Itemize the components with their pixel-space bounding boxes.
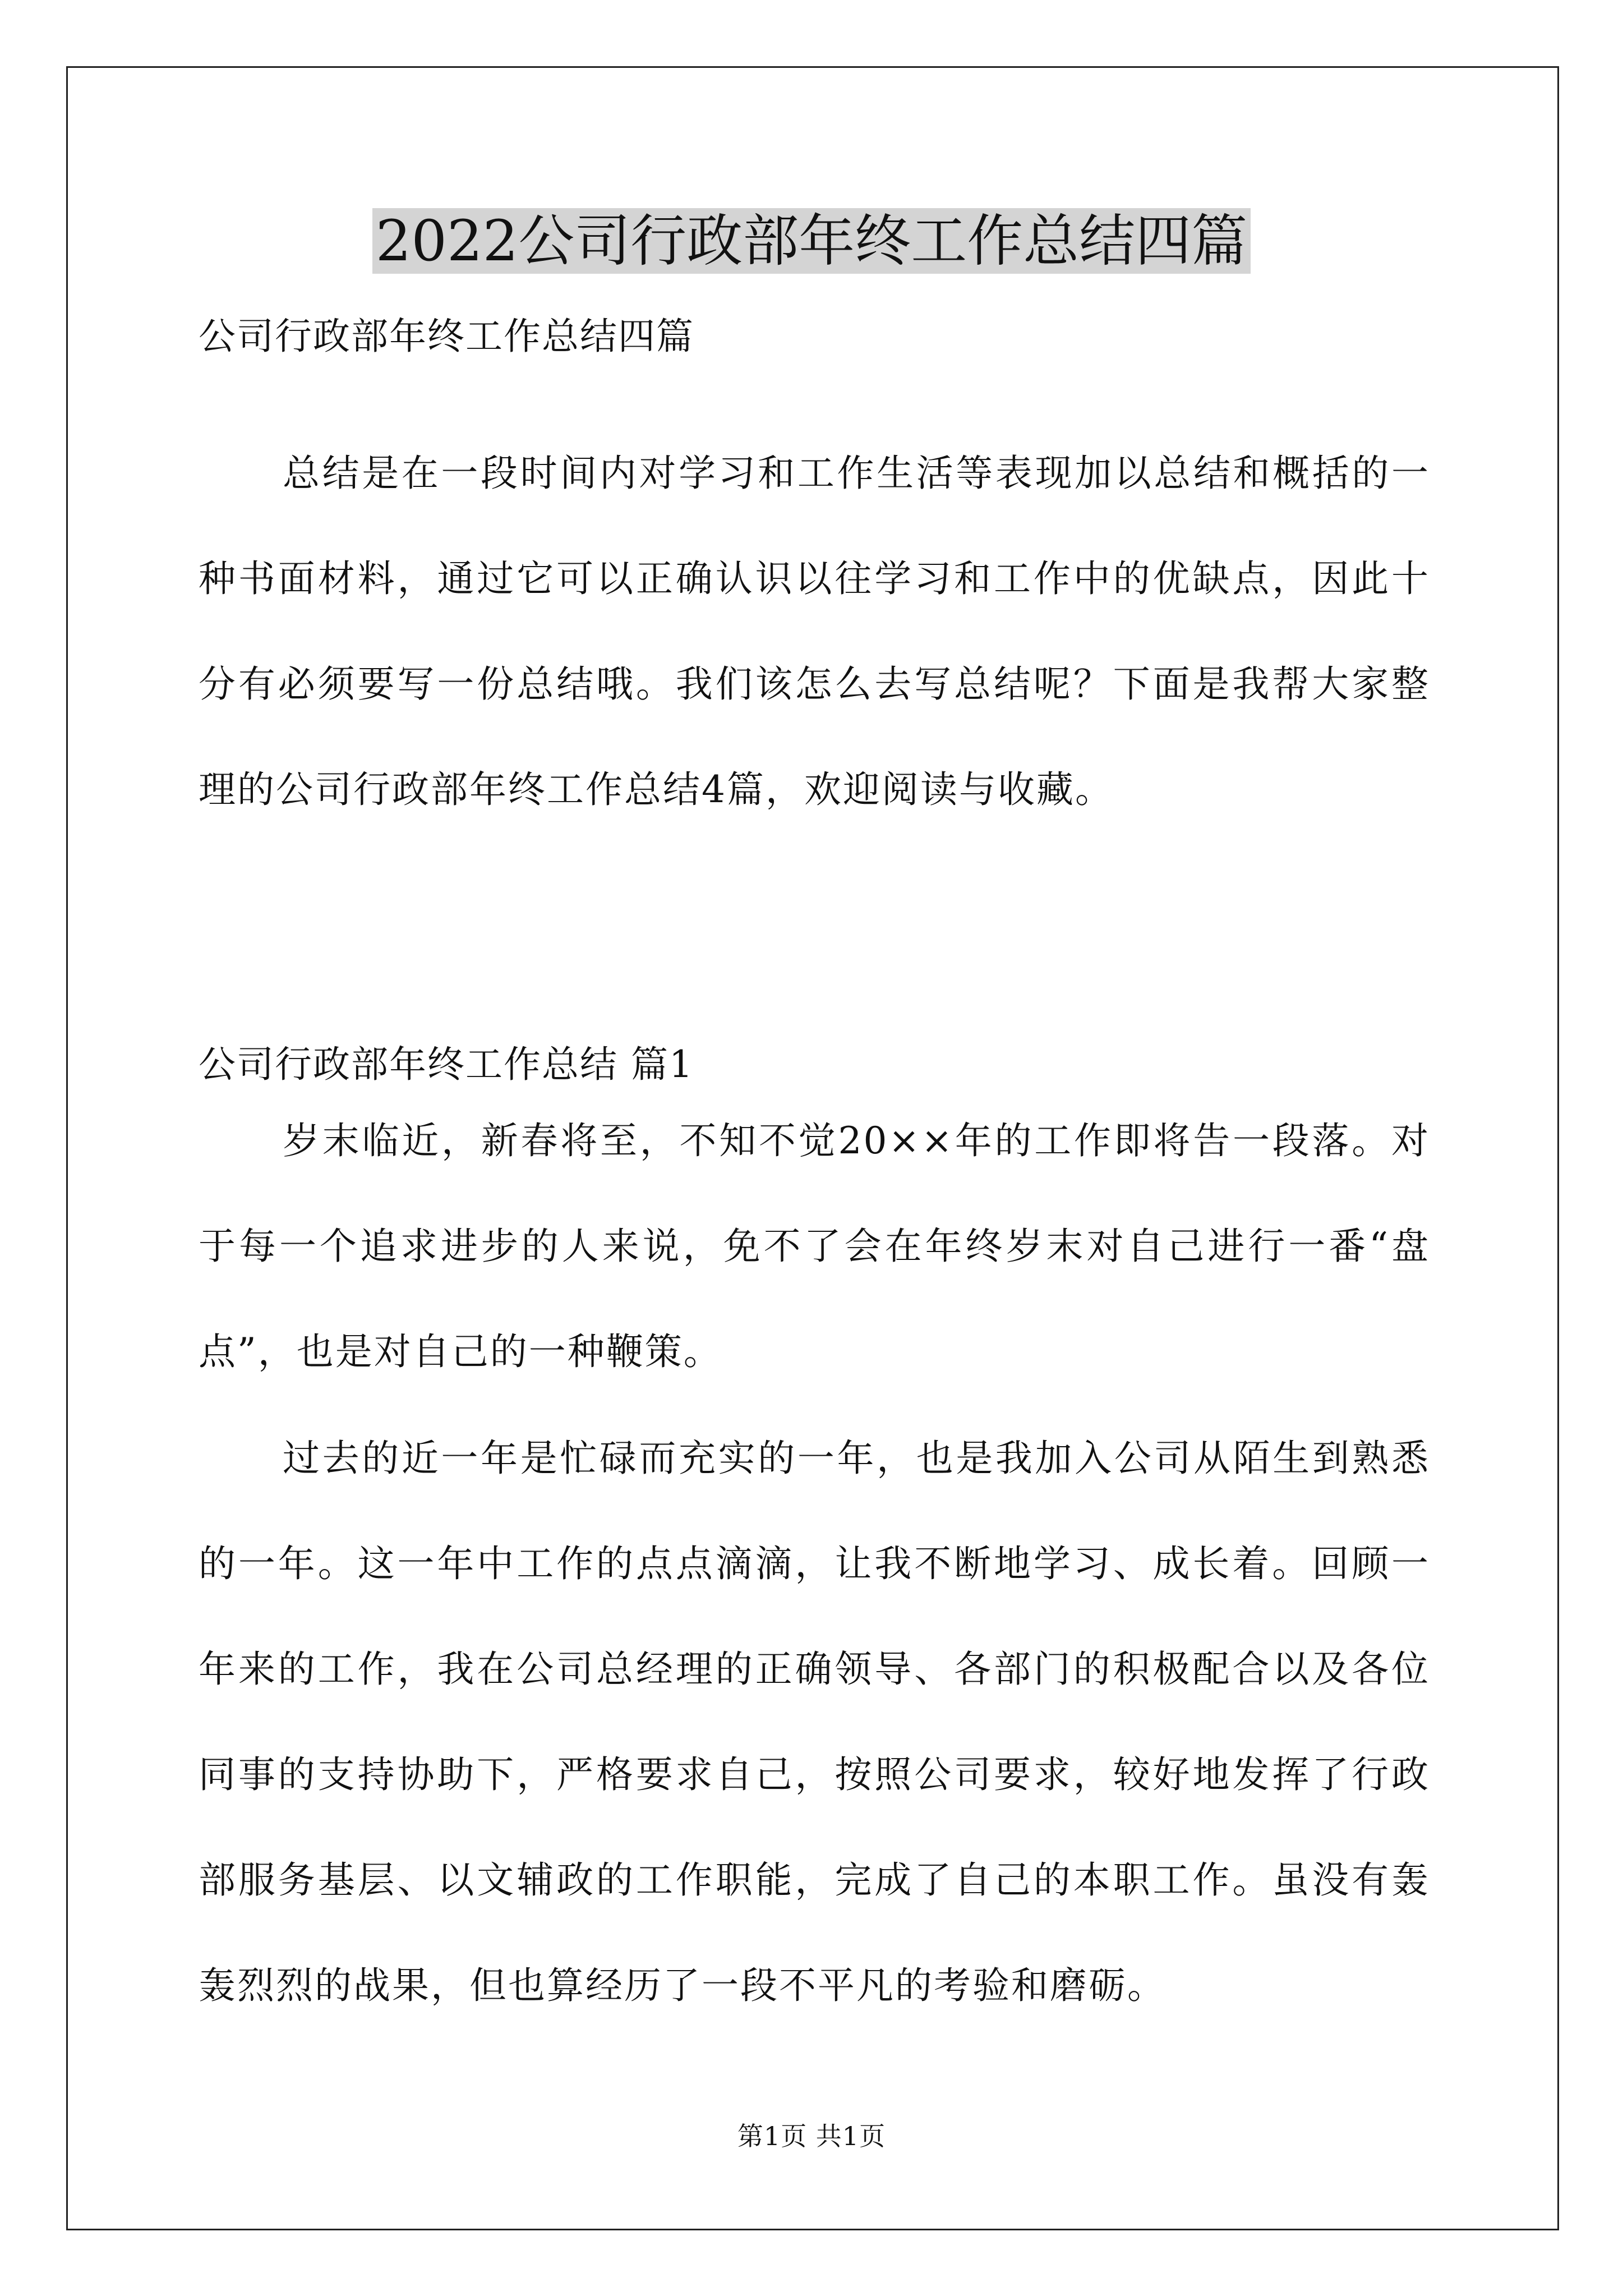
section-paragraph-1: 岁末临近，新春将至，不知不觉20××年的工作即将告一段落。对于每一个追求进步的人来说，免不了会在年终岁末对自己进行一番“盘点”，也是对自己的一种鞭策。 <box>199 1119 1430 1373</box>
section-paragraph-2: 过去的近一年是忙碌而充实的一年，也是我加入公司从陌生到熟悉的一年。这一年中工作的点点滴滴，让我不断地学习、成长着。回顾一年来的工作，我在公司总经理的正确领导、各部门的积极配合以及各位同事的支持协助下，严格要求自己，按照公司要求，较好地发挥了行政部服务基层、以文辅政的工作职能，完成了自己的本职工作。虽没有轰轰烈烈的战果，但也算经历了一段不平凡的考验和磨砺。 <box>199 1437 1430 2007</box>
intro-paragraph: 总结是在一段时间内对学习和工作生活等表现加以总结和概括的一种书面材料，通过它可以正确认识以往学习和工作中的优缺点，因此十分有必须要写一份总结哦。我们该怎么去写总结呢？下面是我帮大家整理的公司行政部年终工作总结4篇，欢迎阅读与收藏。 <box>199 452 1430 811</box>
document-title-text: 2022公司行政部年终工作总结四篇 <box>372 208 1251 274</box>
page-footer: 第1页 共1页 <box>737 2121 886 2151</box>
section-heading: 公司行政部年终工作总结 篇1 <box>199 1043 694 1086</box>
document-subtitle: 公司行政部年终工作总结四篇 <box>199 315 694 358</box>
document-title <box>0 202 1623 280</box>
